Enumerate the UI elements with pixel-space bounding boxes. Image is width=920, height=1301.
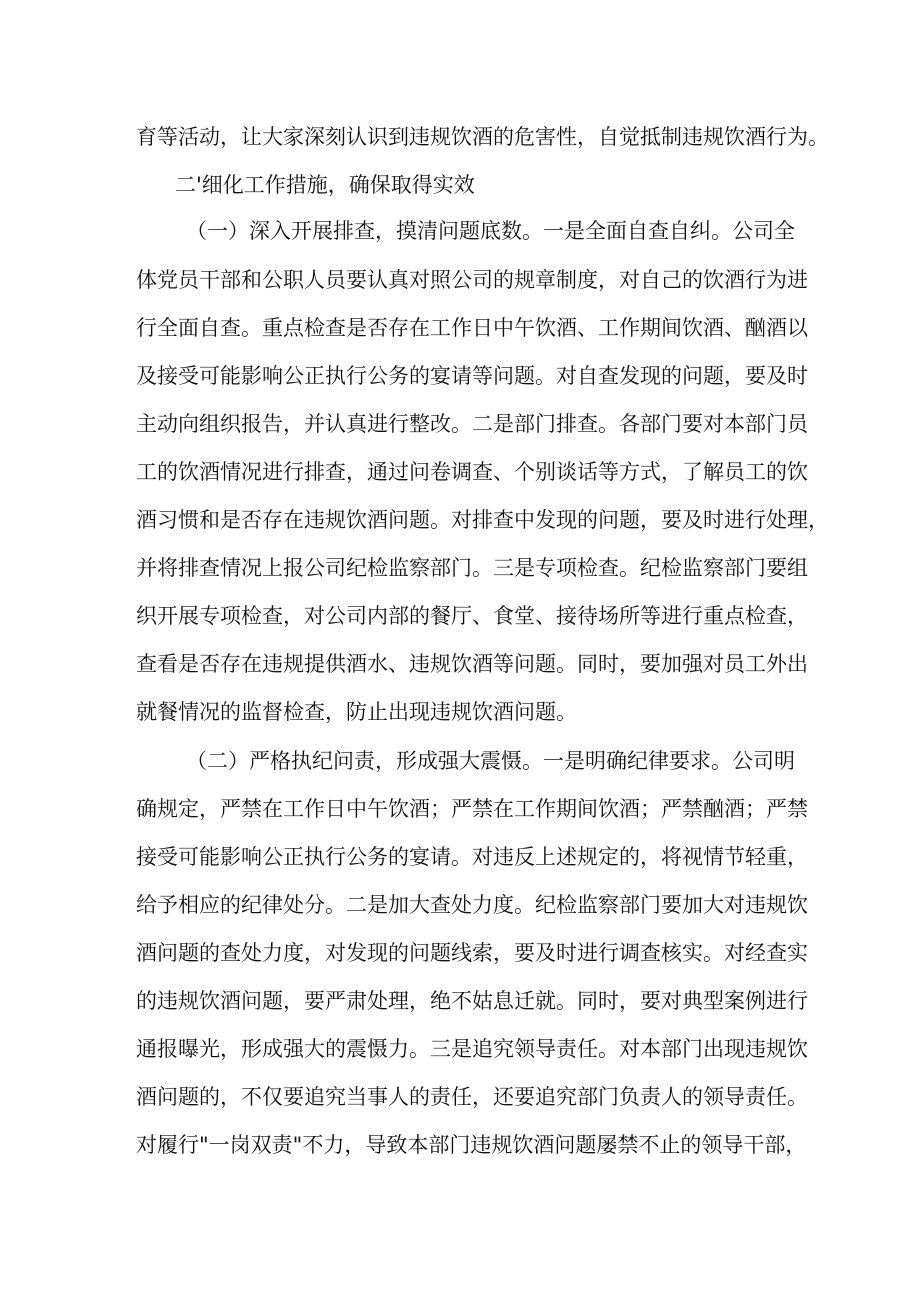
paragraph-line: 育等活动，让大家深刻认识到违规饮酒的危害性，自觉抵制违规饮酒行为。 [136, 125, 829, 149]
paragraph-line: 主动向组织报告，并认真进行整改。二是部门排查。各部门要对本部门员 [136, 412, 808, 436]
paragraph-line: 织开展专项检查，对公司内部的餐厅、食堂、接待场所等进行重点检查， [136, 604, 808, 628]
paragraph-line: 并将排查情况上报公司纪检监察部门。三是专项检查。纪检监察部门要组 [136, 556, 808, 580]
paragraph-line: 及接受可能影响公正执行公务的宴请等问题。对自查发现的问题，要及时 [136, 364, 808, 388]
paragraph-line: 的违规饮酒问题，要严肃处理，绝不姑息迁就。同时，要对典型案例进行 [136, 989, 808, 1013]
paragraph-line: 酒问题的，不仅要追究当事人的责任，还要追究部门负责人的领导责任。 [136, 1085, 808, 1109]
paragraph-line: 就餐情况的监督检查，防止出现违规饮酒问题。 [136, 700, 577, 724]
paragraph-line: 行全面自查。重点检查是否存在工作日中午饮酒、工作期间饮酒、酗酒以 [136, 316, 808, 340]
paragraph-line: 查看是否存在违规提供酒水、违规饮酒等问题。同时，要加强对员工外出 [136, 652, 808, 676]
section-heading: 二'细化工作措施，确保取得实效 [175, 173, 475, 197]
paragraph-line: 酒习惯和是否存在违规饮酒问题。对排查中发现的问题，要及时进行处理， [136, 508, 829, 532]
paragraph-line: 给予相应的纪律处分。二是加大查处力度。纪检监察部门要加大对违规饮 [136, 893, 808, 917]
paragraph-line: 接受可能影响公正执行公务的宴请。对违反上述规定的，将视情节轻重， [136, 845, 808, 869]
paragraph-line: 体党员干部和公职人员要认真对照公司的规章制度，对自己的饮酒行为进 [136, 268, 808, 292]
paragraph-line: 对履行"一岗双责"不力，导致本部门违规饮酒问题屡禁不止的领导干部， [136, 1133, 807, 1157]
subsection-heading-line: （二）严格执纪问责，形成强大震慑。一是明确纪律要求。公司明 [186, 749, 795, 773]
subsection-heading-line: （一）深入开展排查，摸清问题底数。一是全面自查自纠。公司全 [186, 219, 795, 243]
paragraph-line: 确规定，严禁在工作日中午饮酒；严禁在工作期间饮酒；严禁酗酒；严禁 [136, 797, 808, 821]
paragraph-line: 通报曝光，形成强大的震慑力。三是追究领导责任。对本部门出现违规饮 [136, 1037, 808, 1061]
paragraph-line: 工的饮酒情况进行排查，通过问卷调查、个别谈话等方式，了解员工的饮 [136, 460, 808, 484]
paragraph-line: 酒问题的查处力度，对发现的问题线索，要及时进行调查核实。对经查实 [136, 941, 808, 965]
